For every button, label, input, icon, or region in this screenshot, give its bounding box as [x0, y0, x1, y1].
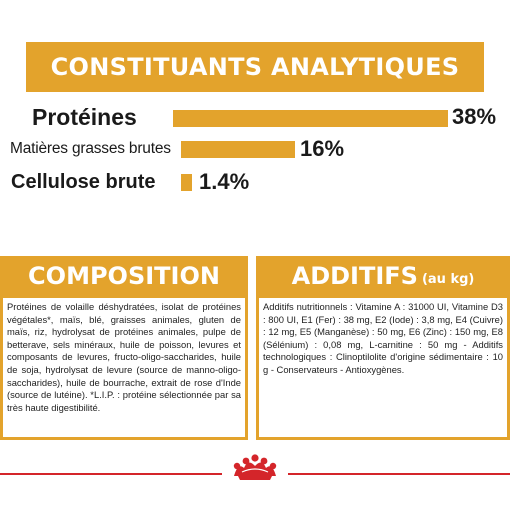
additives-body: [259, 298, 507, 437]
analytical-constituents-title: CONSTITUANTS ANALYTIQUES: [50, 53, 460, 81]
composition-text: Protéines de volaille déshydratées, isolat de protéines végétales*, maïs, blé, graisses animales, gluten de maïs, riz, hydrolysat de protéines animales, pulpe de betterave, sels minéraux, huile de poisson, levures et composants de levures, fructo-oligo-saccharides, huile de soja, hydrolysat de levure (source de manno-oligo-saccharides), huile de bourrache, extrait de rose d'Inde (source de lutéine). *L.I.P. : protéine sélectionnée par sa très haute digestibilité.: [7, 301, 241, 413]
royal-canin-crown-icon: [228, 452, 282, 484]
nutrient-value: 1.4%: [199, 169, 250, 194]
nutrient-bar: [181, 174, 192, 191]
composition-body: [3, 298, 245, 437]
bottom-divider-right: [288, 473, 510, 475]
additives-title-bar: [256, 256, 510, 296]
nutrient-label: Protéines: [32, 104, 137, 130]
analytical-constituents-banner: [26, 42, 484, 92]
nutrient-value: 38%: [452, 104, 497, 129]
additives-title-suffix: (au kg): [421, 271, 475, 287]
additives-panel: [256, 256, 510, 440]
nutrient-value: 16%: [300, 136, 345, 161]
bottom-divider-left: [0, 473, 222, 475]
nutrient-row-fiber: [11, 167, 271, 197]
nutrient-label: Cellulose brute: [11, 171, 156, 193]
nutrient-row-proteins: [32, 102, 502, 132]
nutrient-label: Matières grasses brutes: [10, 140, 171, 157]
additives-text: Additifs nutritionnels : Vitamine A : 31000 UI, Vitamine D3 : 800 UI, E1 (Fer) : 38 mg, E2 (Iode) : 3,8 mg, E4 (Cuivre) : 12 mg, E5 (Manganèse) : 50 mg, E6 (Zinc) : 150 mg, E8 (Sélénium) : 0,08 mg, L-carnitine : 50 mg - Additifs technologiques : Clinoptilolite d'origine sédimentaire : 10 g - Conservateurs - Antioxygènes.: [263, 301, 503, 375]
composition-title: COMPOSITION: [28, 262, 220, 290]
nutrient-bar: [173, 110, 448, 127]
nutrient-row-fat: [10, 134, 370, 164]
composition-title-bar: [0, 256, 248, 296]
composition-panel: [0, 256, 248, 440]
nutrient-bar: [181, 141, 295, 158]
additives-title: ADDITIFS: [291, 262, 418, 290]
